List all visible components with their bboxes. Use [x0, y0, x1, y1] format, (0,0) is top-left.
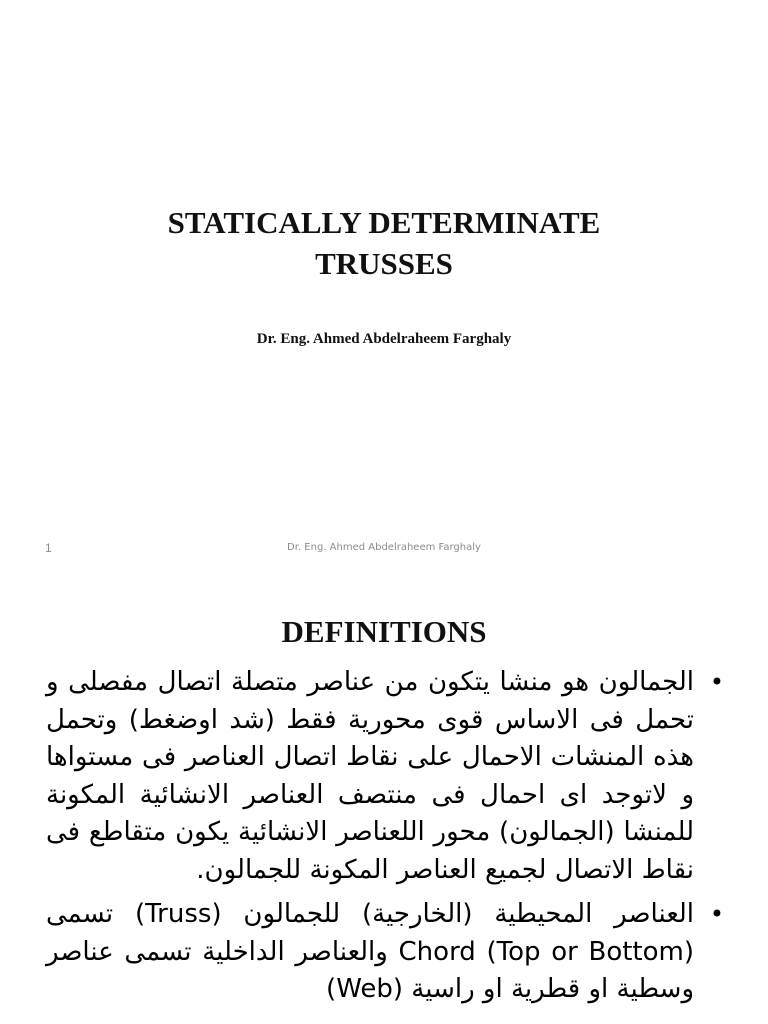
bullet-list	[46, 664, 728, 1016]
slide-title-line-1: STATICALLY DETERMINATE	[167, 205, 601, 240]
slide-footer: Dr. Eng. Ahmed Abdelraheem Farghaly	[287, 542, 481, 553]
bullet-icon: •	[709, 668, 724, 696]
author-name: Dr. Eng. Ahmed Abdelraheem Farghaly	[256, 331, 512, 347]
slide-title-line-2: TRUSSES	[315, 246, 453, 281]
bullet-text: الجمالون هو منشا يتكون من عناصر متصلة اتصال مفصلى و تحمل فى الاساس قوى محورية فقط (شد اوضغط) وتحمل هذه المنشات الاحمال على نقاط اتصال العناصر فى مستواها و لاتوجد اى احمال فى منتصف العناصر الانشائية المكونة للمنشا (الجمالون) محور اللعناصر الانشائية يكون متقاطع فى نقاط الاتصال لجميع العناصر المكونة للجمالون.	[46, 667, 694, 885]
slide-heading: DEFINITIONS	[281, 614, 487, 649]
definitions-slide	[0, 576, 768, 1024]
bullet-item	[46, 664, 728, 889]
bullet-icon: •	[709, 900, 724, 928]
slide-title	[0, 202, 768, 284]
bullet-item	[46, 896, 728, 1009]
slide-number: 1	[45, 541, 52, 555]
bullet-text: العناصر المحيطية (الخارجية) للجمالون (Truss) تسمى Chord (Top or Bottom) والعناصر الداخلية تسمى عناصر وسطية او قطرية او راسية (Web)	[46, 899, 695, 1004]
